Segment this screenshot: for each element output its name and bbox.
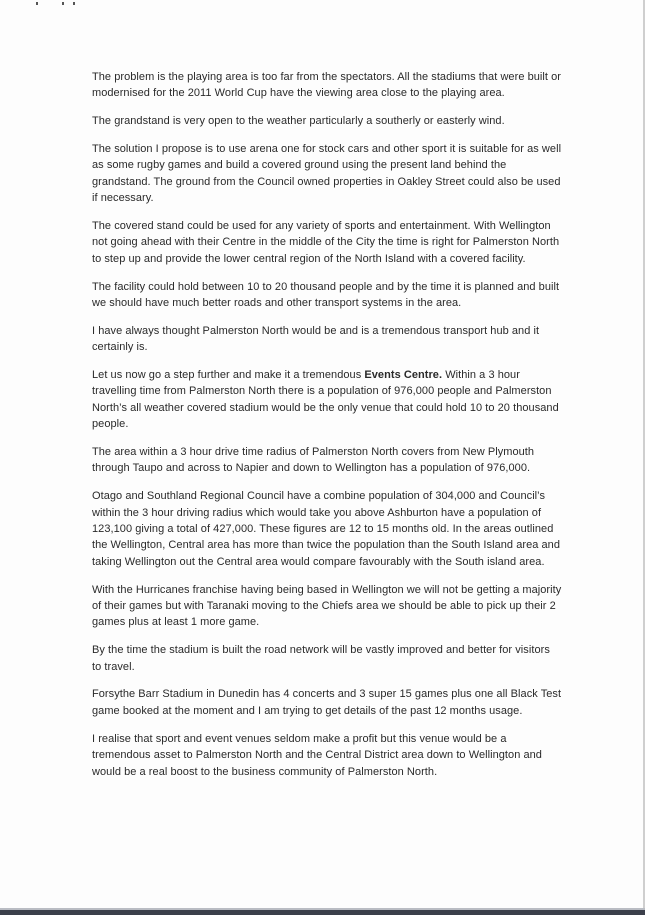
paragraph-13: I realise that sport and event venues seldom make a profit but this venue would be a tremendous asset to Palmerston North and the Central District area down to Wellington and would be a real boost to the business community of Palmerston North. — [92, 732, 542, 778]
paragraph-12: Forsythe Barr Stadium in Dunedin has 4 concerts and 3 super 15 games plus one all Black Test game booked at the moment and I am trying to get details of the past 12 months usage. — [92, 688, 562, 717]
events-centre-bold: Events Centre. — [364, 369, 443, 382]
paragraph-9: Otago and Southland Regional Council have a combine population of 304,000 and Council’s within the 3 hour driving radius which would take you above Ashburton have a population of 123,100 giving a total of 427,000. These figures are 12 to 15 months old. In the areas outlined the Wellington, Central area has more than twice the population than the South Island area and taking Wellington out the Central area would compare favourably with the South island area. — [92, 490, 561, 568]
paragraph-1: The problem is the playing area is too far from the spectators. All the stadiums that were built or modernised for the 2011 World Cup have the viewing area close to the playing area. — [92, 71, 562, 100]
paragraph-7 — [92, 367, 562, 433]
paragraph-4: The covered stand could be used for any variety of sports and entertainment. With Wellington not going ahead with their Centre in the middle of the City the time is right for Palmerston North to step up and provide the lower central region of the North Island with a covered facility. — [92, 220, 560, 265]
paragraph-7-text-after: Within a 3 hour travelling time from Palmerston North there is a population of 976,000 people and Palmerston North’s all weather covered stadium would be the only venue that could hold 10 to 20 thousand people. — [92, 369, 559, 431]
page-bottom-edge — [0, 910, 645, 915]
scan-artifact-marks — [36, 2, 96, 8]
paragraph-6: I have always thought Palmerston North would be and is a tremendous transport hub and it certainly is. — [92, 324, 540, 354]
document-body — [92, 69, 562, 791]
paragraph-2: The grandstand is very open to the weather particularly a southerly or easterly wind. — [92, 115, 505, 128]
paragraph-8: The area within a 3 hour drive time radius of Palmerston North covers from New Plymouth through Taupo and across to Napier and down to Wellington has a population of 976,000. — [92, 446, 535, 475]
paragraph-10: With the Hurricanes franchise having being based in Wellington we will not be getting a majority of their games but with Taranaki moving to the Chiefs area we should be able to pick up their 2 games plus at least 1 more game. — [92, 583, 562, 629]
paragraph-5: The facility could hold between 10 to 20 thousand people and by the time it is planned and built we should have much better roads and other transport systems in the area. — [92, 280, 560, 310]
paragraph-11: By the time the stadium is built the road network will be vastly improved and better for visitors to travel. — [92, 644, 550, 673]
paragraph-7-text-before: Let us now go a step further and make it a tremendous — [92, 369, 365, 382]
paragraph-3: The solution I propose is to use arena one for stock cars and other sport it is suitable for as well as some rugby games and build a covered ground using the present land behind the grandstand. The ground from the Council owned properties in Oakley Street could also be used if necessary. — [92, 143, 562, 205]
